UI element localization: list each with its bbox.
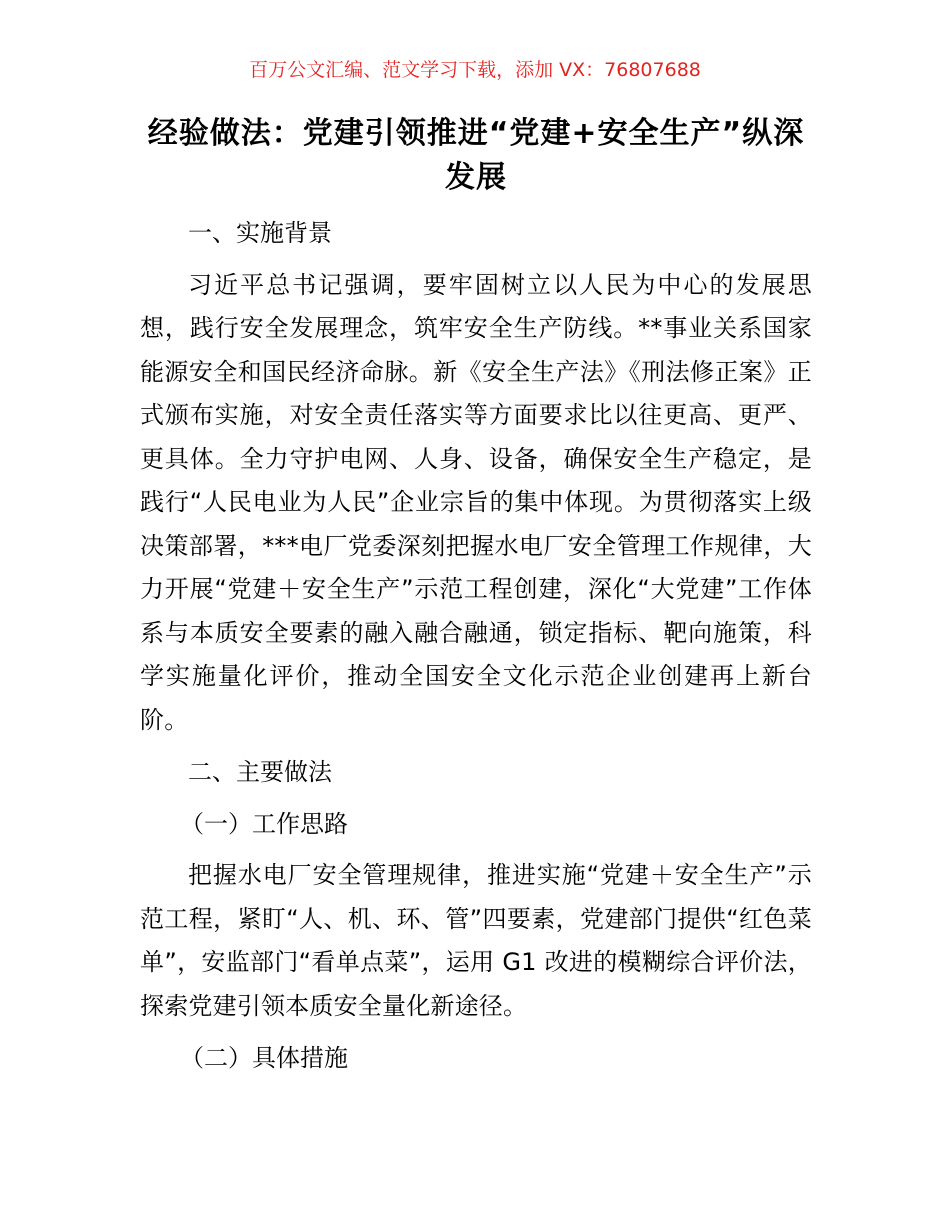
paragraph-work-approach: 把握水电厂安全管理规律，推进实施“党建＋安全生产”示范工程，紧盯“人、机、环、管”四要素，党建部门提供“红色菜单”，安监部门“看单点菜”，运用 G1 改进的模糊综合评价法，探索党建引领本质安全量化新途径。 xyxy=(140,861,812,1020)
subsection-heading-work-approach: （一）工作思路 xyxy=(180,809,348,838)
subsection-heading-specific-measures: （二）具体措施 xyxy=(180,1044,348,1072)
document-title: 经验做法：党建引领推进“党建+安全生产”纵深发展 xyxy=(147,116,805,195)
paragraph-background: 习近平总书记强调，要牢固树立以人民为中心的发展思想，践行安全发展理念，筑牢安全生产防线。**事业关系国家能源安全和国民经济命脉。新《安全生产法》《刑法修正案》正式颁布实施，对安全责任落实等方面要求比以往更高、更严、更具体。全力守护电网、人身、设备，确保安全生产稳定，是践行“人民电业为人民”企业宗旨的集中体现。为贯彻落实上级决策部署，***电厂党委深刻把握水电厂安全管理工作规律，大力开展“党建＋安全生产”示范工程创建，深化“大党建”工作体系与本质安全要素的融入融合融通，锁定指标、靶向施策，科学实施量化评价，推动全国安全文化示范企业创建再上新台阶。 xyxy=(140,270,812,734)
section-heading-background: 一、实施背景 xyxy=(188,219,332,247)
watermark-header: 百万公文汇编、范文学习下载，添加 VX：76807688 xyxy=(249,59,701,81)
section-heading-main-practices: 二、主要做法 xyxy=(188,758,332,786)
document-body xyxy=(140,212,812,1081)
